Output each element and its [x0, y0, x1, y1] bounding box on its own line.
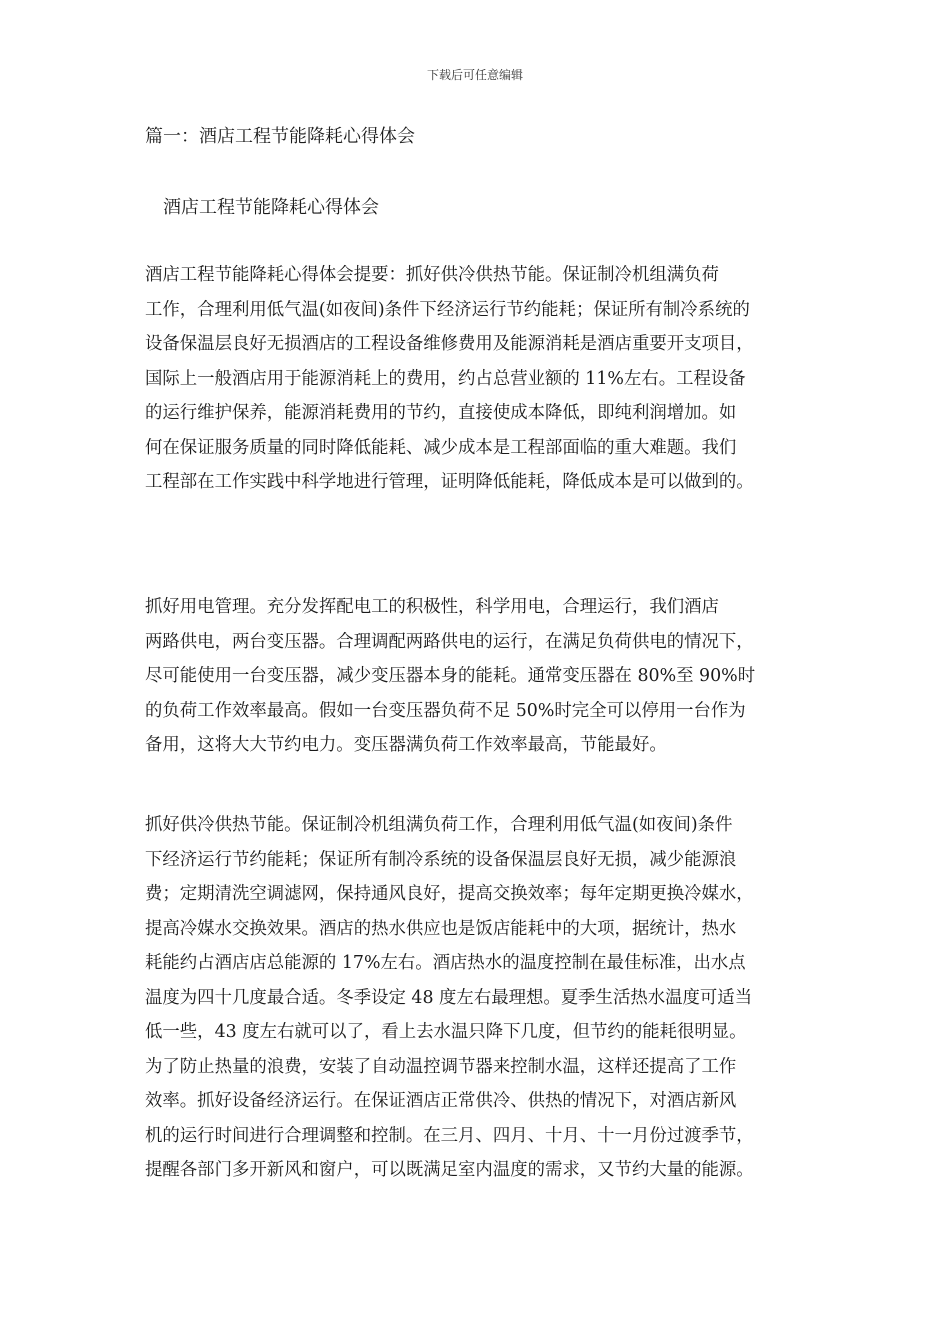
paragraph-line: 的运行维护保养，能源消耗费用的节约，直接使成本降低，即纯利润增加。如 [145, 403, 737, 423]
paragraph-line: 机的运行时间进行合理调整和控制。在三月、四月、十月、十一月份过渡季节， [145, 1125, 754, 1146]
paragraph-line: 为了防止热量的浪费，安装了自动温控调节器来控制水温，这样还提高了工作 [145, 1056, 737, 1077]
paragraph-line: 的负荷工作效率最高。假如一台变压器负荷不足 50%时完全可以停用一台作为 [145, 700, 746, 721]
paragraph-electricity [145, 590, 822, 763]
paragraph-line: 抓好供冷供热节能。保证制冷机组满负荷工作，合理利用低气温(如夜间)条件 [145, 815, 733, 835]
page-header: 下载后可任意编辑 [426, 68, 523, 82]
paragraph-line: 耗能约占酒店店总能源的 17%左右。酒店热水的温度控制在最佳标准，出水点 [145, 953, 746, 973]
paragraph-line: 提醒各部门多开新风和窗户，可以既满足室内温度的需求，又节约大量的能源。 [145, 1160, 754, 1180]
paragraph-summary [145, 258, 822, 500]
paragraph-line: 效率。抓好设备经济运行。在保证酒店正常供冷、供热的情况下，对酒店新风 [145, 1091, 737, 1111]
paragraph-line: 国际上一般酒店用于能源消耗上的费用，约占总营业额的 11%左右。工程设备 [145, 368, 746, 389]
paragraph-line: 费；定期清洗空调滤网，保持通风良好，提高交换效率；每年定期更换冷媒水， [145, 884, 754, 904]
paragraph-line: 何在保证服务质量的同时降低能耗、减少成本是工程部面临的重大难题。我们 [145, 437, 737, 458]
paragraph-line: 两路供电，两台变压器。合理调配两路供电的运行，在满足负荷供电的情况下， [145, 631, 754, 652]
paragraph-line: 工作，合理利用低气温(如夜间)条件下经济运行节约能耗；保证所有制冷系统的 [145, 299, 750, 320]
paragraph-line: 下经济运行节约能耗；保证所有制冷系统的设备保温层良好无损，减少能源浪 [145, 849, 737, 870]
paragraph-line: 工程部在工作实践中科学地进行管理，证明降低能耗，降低成本是可以做到的。 [145, 472, 754, 492]
paragraph-line: 提高冷媒水交换效果。酒店的热水供应也是饭店能耗中的大项，据统计，热水 [145, 918, 737, 939]
paragraph-line: 尽可能使用一台变压器，减少变压器本身的能耗。通常变压器在 80%至 90%时 [145, 666, 756, 686]
document-title: 篇一：酒店工程节能降耗心得体会 [145, 126, 415, 147]
document-subtitle: 酒店工程节能降耗心得体会 [163, 197, 379, 218]
paragraph-line: 备用，这将大大节约电力。变压器满负荷工作效率最高，节能最好。 [145, 735, 667, 755]
paragraph-line: 低一些，43 度左右就可以了，看上去水温只降下几度，但节约的能耗很明显。 [145, 1022, 747, 1042]
paragraph-heating-cooling [145, 808, 822, 1188]
paragraph-line: 酒店工程节能降耗心得体会提要：抓好供冷供热节能。保证制冷机组满负荷 [145, 265, 719, 285]
paragraph-line: 设备保温层良好无损酒店的工程设备维修费用及能源消耗是酒店重要开支项目， [145, 334, 754, 354]
paragraph-line: 抓好用电管理。充分发挥配电工的积极性，科学用电，合理运行，我们酒店 [145, 597, 719, 617]
paragraph-line: 温度为四十几度最合适。冬季设定 48 度左右最理想。夏季生活热水温度可适当 [145, 987, 753, 1008]
